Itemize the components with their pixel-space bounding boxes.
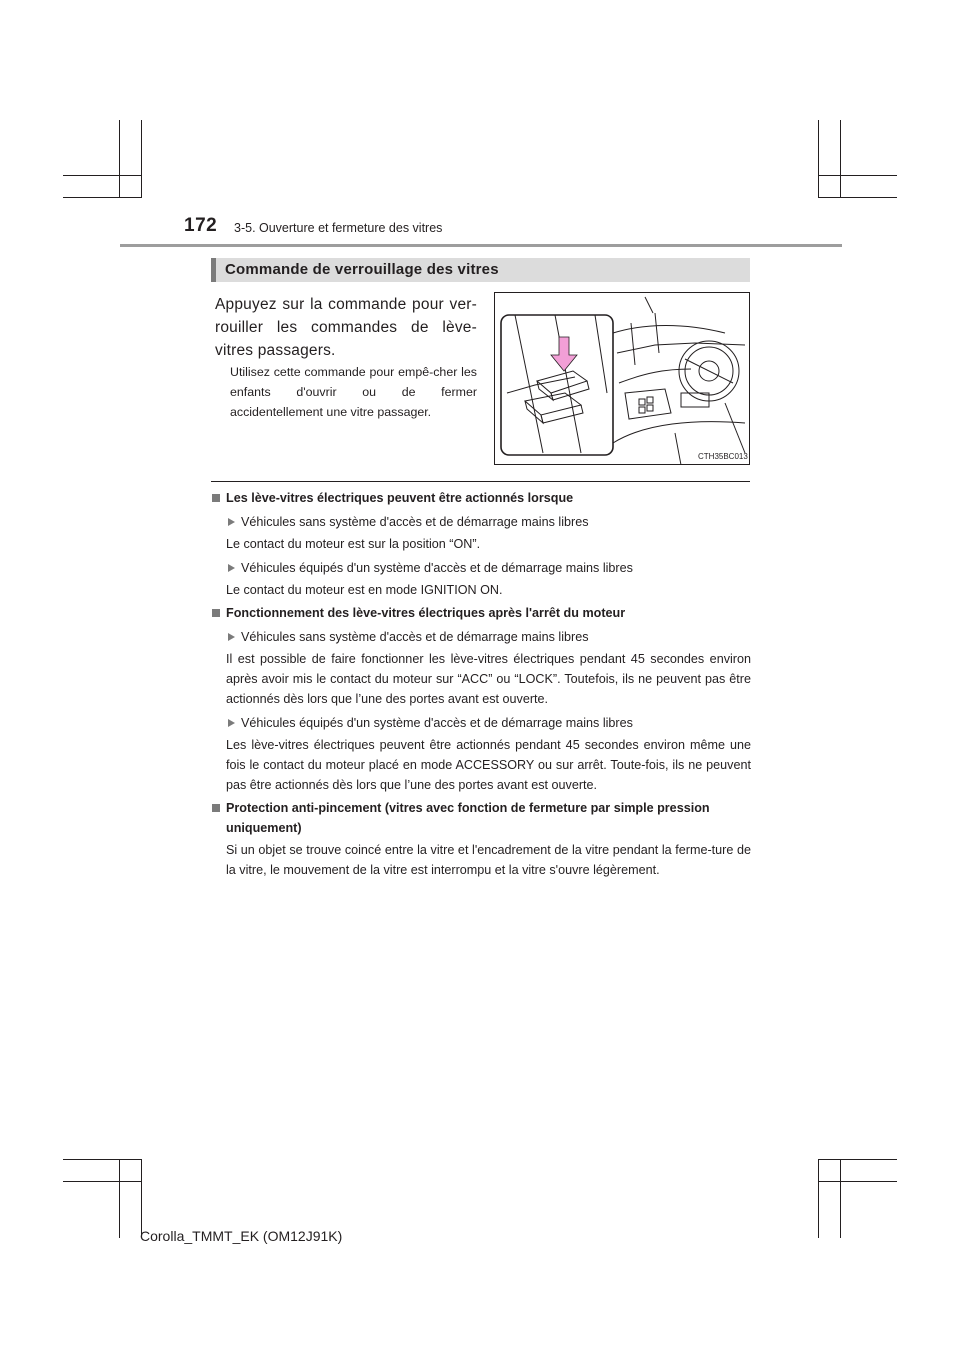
note-paragraph: Si un objet se trouve coincé entre la vitre et l'encadrement de la vitre pendant la ferme-ture de la vitre, le mouvement de la vitre est interrompu et la vitre s'ouvre légèrement. bbox=[226, 843, 751, 877]
crop-mark bbox=[63, 197, 142, 198]
window-lock-illustration bbox=[494, 292, 750, 465]
note-paragraph: Le contact du moteur est en mode IGNITION ON. bbox=[226, 583, 503, 597]
crop-mark bbox=[141, 1159, 142, 1238]
crop-mark bbox=[818, 1159, 897, 1160]
crop-mark bbox=[63, 1159, 142, 1160]
crop-mark bbox=[818, 175, 897, 176]
note-paragraph: Les lève-vitres électriques peuvent être actionnés pendant 45 secondes environ même une fois le contact du moteur placé en mode ACCESSORY ou sur arrêt. Toute-fois, ils ne peuvent pas être actionnés dès lors que l’une des portes avant est ouverte. bbox=[226, 738, 751, 792]
condition-text: Véhicules équipés d'un système d'accès et de démarrage mains libres bbox=[241, 716, 633, 730]
crop-mark bbox=[840, 120, 841, 198]
crop-mark bbox=[119, 120, 120, 198]
crop-mark bbox=[119, 1159, 120, 1238]
note-heading-text: Protection anti-pincement (vitres avec fonction de fermeture par simple pression uniquement) bbox=[226, 801, 710, 835]
section-divider bbox=[211, 481, 750, 482]
condition-text: Véhicules équipés d'un système d'accès et de démarrage mains libres bbox=[241, 561, 633, 575]
square-bullet-icon bbox=[212, 804, 220, 812]
triangle-bullet-icon bbox=[228, 518, 235, 526]
triangle-bullet-icon bbox=[228, 633, 235, 641]
crop-mark bbox=[141, 120, 142, 198]
note-heading-text: Les lève-vitres électriques peuvent être actionnés lorsque bbox=[226, 491, 574, 505]
square-bullet-icon bbox=[212, 609, 220, 617]
condition-item bbox=[211, 627, 751, 647]
note-heading bbox=[211, 488, 751, 508]
document-id: Corolla_TMMT_EK (OM12J91K) bbox=[140, 1228, 343, 1244]
triangle-bullet-icon bbox=[228, 719, 235, 727]
notes-block bbox=[211, 487, 751, 880]
page-number: 172 bbox=[184, 215, 218, 236]
crop-mark bbox=[818, 120, 819, 198]
condition-item bbox=[211, 713, 751, 733]
condition-item bbox=[211, 512, 751, 532]
crop-mark bbox=[818, 1159, 819, 1238]
section-title: 3-5. Ouverture et fermeture des vitres bbox=[234, 221, 443, 235]
crop-mark bbox=[840, 1159, 841, 1238]
crop-mark bbox=[818, 1181, 897, 1182]
dashboard-line-drawing bbox=[495, 293, 750, 465]
crop-mark bbox=[63, 175, 142, 176]
condition-text: Véhicules sans système d'accès et de démarrage mains libres bbox=[241, 515, 589, 529]
press-arrow-icon bbox=[551, 337, 577, 371]
intro-text: Appuyez sur la commande pour ver-rouiller les commandes de lève-vitres passagers. bbox=[215, 296, 477, 359]
header-rule bbox=[120, 244, 842, 247]
figure-code: CTH35BC013 bbox=[698, 452, 748, 461]
crop-mark bbox=[63, 1181, 142, 1182]
condition-item bbox=[211, 558, 751, 578]
note-paragraph: Il est possible de faire fonctionner les lève-vitres électriques pendant 45 secondes environ après avoir mis le contact du moteur sur “ACC” ou “LOCK”. Toutefois, ils ne peuvent pas être actionnés dès lors que l’une des portes avant est ouverte. bbox=[226, 652, 751, 706]
note-heading bbox=[211, 603, 751, 623]
section-heading bbox=[211, 258, 750, 282]
note-heading-text: Fonctionnement des lève-vitres électriques après l'arrêt du moteur bbox=[226, 606, 626, 620]
intro-note: Utilisez cette commande pour empê-cher les enfants d'ouvrir ou de fermer accidentellement une vitre passager. bbox=[230, 365, 477, 419]
note-heading bbox=[211, 798, 751, 838]
heading-accent-bar bbox=[211, 258, 216, 282]
condition-text: Véhicules sans système d'accès et de démarrage mains libres bbox=[241, 630, 589, 644]
square-bullet-icon bbox=[212, 494, 220, 502]
note-paragraph: Le contact du moteur est sur la position “ON”. bbox=[226, 537, 481, 551]
crop-mark bbox=[818, 197, 897, 198]
section-heading-text: Commande de verrouillage des vitres bbox=[225, 261, 499, 278]
triangle-bullet-icon bbox=[228, 564, 235, 572]
